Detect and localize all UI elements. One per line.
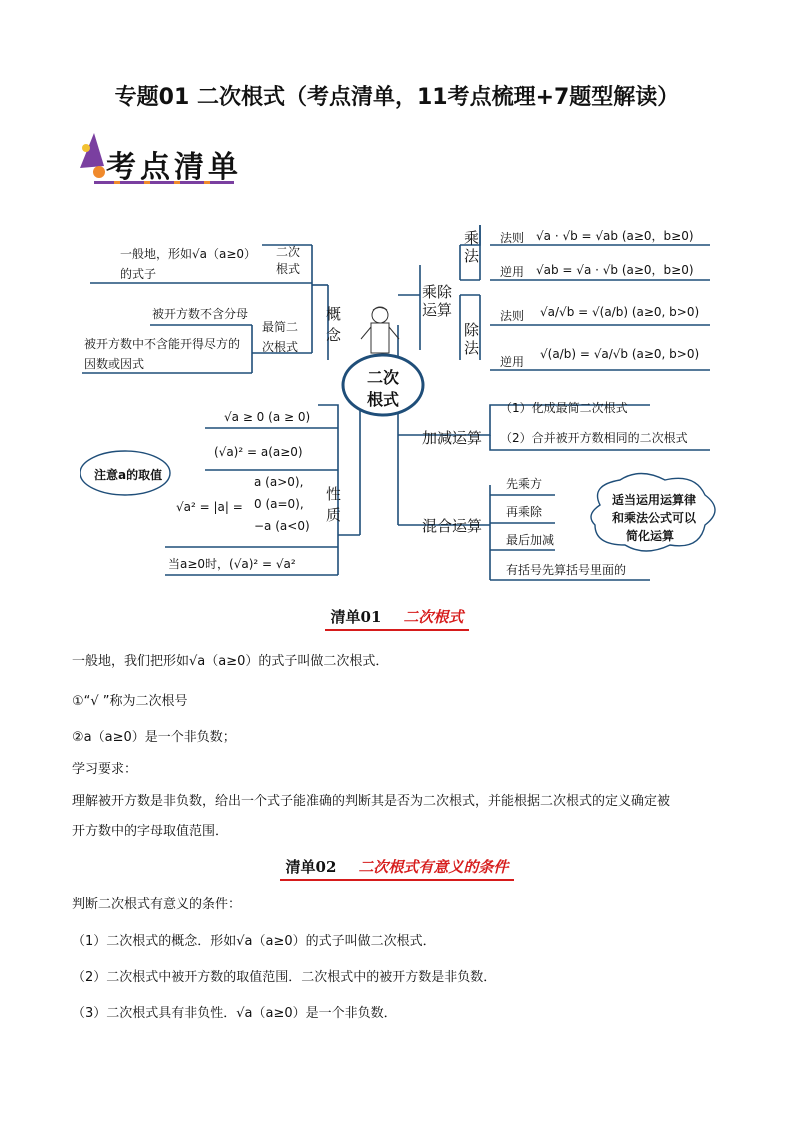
section-heading-1 <box>0 606 794 631</box>
concept-def-text: 一般地，形如√a（a≥0） <box>120 247 257 261</box>
center-label-1: 二次 <box>367 368 400 387</box>
property-3-case-2: 0 (a=0), <box>254 497 304 511</box>
mind-map <box>80 205 720 590</box>
simplest-label: 最简二次根式 <box>262 320 299 354</box>
property-label: 性质 <box>326 485 342 524</box>
section-heading-2 <box>0 856 794 881</box>
concept-def-text2: 的式子 <box>120 267 157 281</box>
property-2: (√a)² = a(a≥0) <box>214 445 303 459</box>
div-reverse: √(a/b) = √a/√b (a≥0, b>0) <box>540 347 700 361</box>
div-label: 除法 <box>464 321 480 357</box>
mul-rule: √a · √b = √ab (a≥0，b≥0) <box>536 229 694 243</box>
section-1-num: 清单01 <box>330 608 382 626</box>
property-4: 当a≥0时，(√a)² = √a² <box>168 557 296 571</box>
simplest-rule-1: 被开方数不含分母 <box>152 307 249 321</box>
addsub-step-1: （1）化成最简二次根式 <box>500 401 628 415</box>
property-note: 注意a的取值 <box>94 468 163 482</box>
property-3-lhs: √a² = |a| = <box>176 500 243 514</box>
sec2-line-1: 判断二次根式有意义的条件： <box>72 897 242 912</box>
addsub-step-2: （2）合并被开方数相同的二次根式 <box>500 431 688 445</box>
div-reverse-tag: 逆用 <box>500 355 525 369</box>
mul-reverse-tag: 逆用 <box>500 265 525 279</box>
section-2-name: 二次根式有意义的条件 <box>358 858 509 876</box>
section-1-name: 二次根式 <box>403 608 464 626</box>
sec2-line-3: （2）二次根式中被开方数的取值范围．二次根式中的被开方数是非负数． <box>72 970 497 985</box>
addsub-label: 加减运算 <box>422 429 483 447</box>
property-3-case-1: a (a>0), <box>254 475 304 489</box>
sec1-line-4: 学习要求： <box>72 762 138 777</box>
simplest-rule-2: 被开方数中不含能开得尽方的 <box>84 337 241 351</box>
banner-title: 考点清单 <box>106 150 242 185</box>
div-rule-tag: 法则 <box>500 309 525 323</box>
sec1-line-6: 开方数中的字母取值范围． <box>72 824 229 839</box>
center-label-2: 根式 <box>367 390 400 409</box>
mixed-step-3: 最后加减 <box>506 533 555 547</box>
mixed-step-4: 有括号先算括号里面的 <box>506 563 627 577</box>
mixed-label: 混合运算 <box>422 517 483 535</box>
div-rule: √a/√b = √(a/b) (a≥0, b>0) <box>540 305 700 319</box>
mul-reverse: √ab = √a · √b (a≥0，b≥0) <box>536 263 694 277</box>
sec2-line-2: （1）二次根式的概念．形如√a（a≥0）的式子叫做二次根式． <box>72 934 436 949</box>
mul-rule-tag: 法则 <box>500 231 525 245</box>
sec1-line-2: ①“√ ”称为二次根号 <box>72 694 188 709</box>
mixed-note-3: 简化运算 <box>626 529 675 543</box>
sec1-line-5: 理解被开方数是非负数，给出一个式子能准确的判断其是否为二次根式，并能根据二次根式的定义确定被 <box>72 794 671 809</box>
sec1-line-3: ②a（a≥0）是一个非负数； <box>72 730 236 745</box>
mixed-note-2: 和乘法公式可以 <box>612 511 697 525</box>
mixed-step-1: 先乘方 <box>506 477 543 491</box>
mul-label: 乘法 <box>464 229 480 265</box>
mixed-step-2: 再乘除 <box>506 505 543 519</box>
muldiv-label: 乘除运算 <box>422 283 453 319</box>
property-3-case-3: −a (a<0) <box>254 519 310 533</box>
teacher-figure <box>361 307 399 353</box>
concept-def-label: 二次根式 <box>276 245 301 276</box>
property-1: √a ≥ 0 (a ≥ 0) <box>224 410 311 424</box>
simplest-rule-2b: 因数或因式 <box>84 357 145 371</box>
mixed-note-1: 适当运用运算律 <box>612 493 697 507</box>
sec2-line-4: （3）二次根式具有非负性．√a（a≥0）是一个非负数． <box>72 1006 397 1021</box>
page-title: 专题01 二次根式（考点清单，11考点梳理+7题型解读） <box>114 85 680 110</box>
concept-label: 概念 <box>326 305 342 344</box>
sec1-line-1: 一般地，我们把形如√a（a≥0）的式子叫做二次根式． <box>72 654 389 669</box>
section-2-num: 清单02 <box>285 858 337 876</box>
